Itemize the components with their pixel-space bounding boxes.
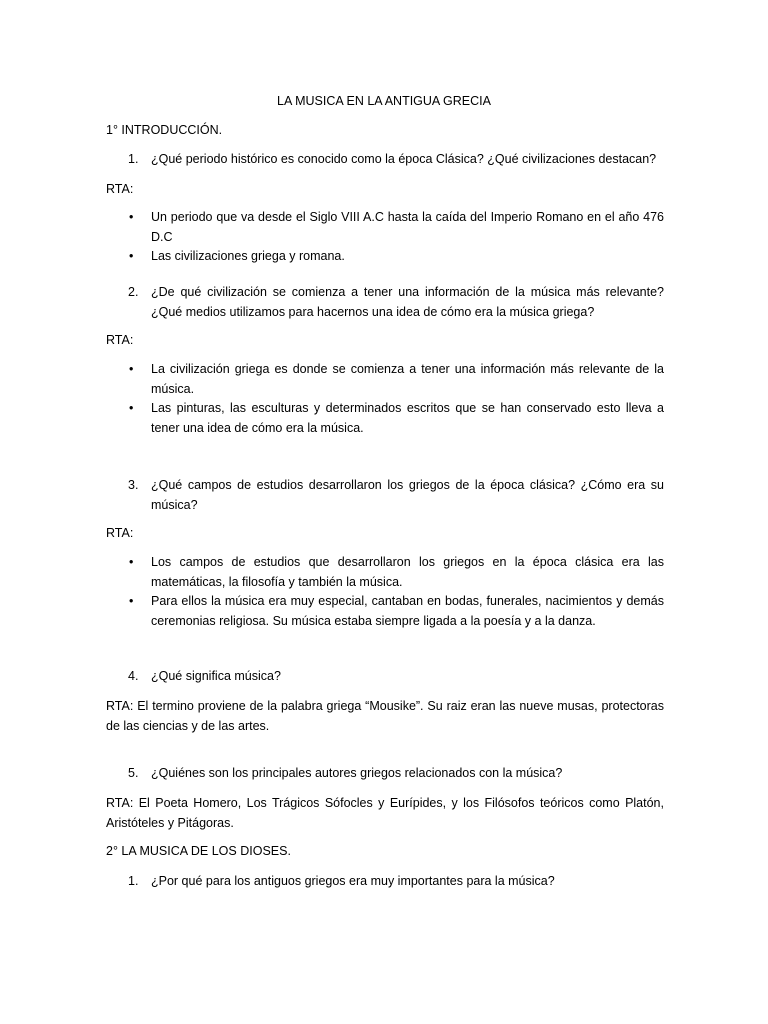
list-item-text: Un periodo que va desde el Siglo VIII A.C hasta la caída del Imperio Romano en el año 476 D.C — [151, 210, 664, 244]
bullet-icon: • — [129, 401, 134, 415]
list-item-text: Las pinturas, las esculturas y determinados escritos que se han conservado esto lleva a tener una idea de cómo era la música. — [151, 401, 664, 435]
question-number: 5. — [128, 766, 139, 780]
list-item — [128, 553, 664, 592]
question-text: ¿Por qué para los antiguos griegos era muy importantes para la música? — [151, 874, 555, 888]
bullet-icon: • — [129, 594, 134, 608]
list-item — [128, 592, 664, 631]
question-number: 1. — [128, 874, 139, 888]
question-text: ¿Quiénes son los principales autores griegos relacionados con la música? — [151, 766, 563, 780]
list-item-text: Para ellos la música era muy especial, cantaban en bodas, funerales, nacimientos y demás ceremonias religiosa. Su música estaba siempre ligada a la poesía y a la danza. — [151, 594, 664, 628]
question-3 — [128, 476, 664, 515]
list-item — [128, 399, 664, 438]
question-text: ¿De qué civilización se comienza a tener una información de la música más relevante? ¿Qué medios utilizamos para hacernos una idea de cómo era la música griega? — [151, 285, 664, 319]
question-number: 4. — [128, 669, 139, 683]
list-item-text: Los campos de estudios que desarrollaron los griegos en la época clásica era las matemáticas, la filosofía y también la música. — [151, 555, 664, 589]
bullet-icon: • — [129, 249, 134, 263]
rta-label: RTA: — [106, 182, 134, 196]
list-item — [128, 208, 664, 247]
question-text: ¿Qué periodo histórico es conocido como la época Clásica? ¿Qué civilizaciones destacan? — [151, 152, 657, 166]
list-item — [128, 360, 664, 399]
list-item-text: La civilización griega es donde se comienza a tener una información más relevante de la música. — [151, 362, 664, 396]
question-5 — [128, 764, 664, 784]
rta-label: RTA: — [106, 333, 134, 347]
question-2 — [128, 283, 664, 322]
question-4 — [128, 667, 664, 687]
answer-list-2 — [128, 360, 664, 438]
rta-label: RTA: — [106, 526, 134, 540]
bullet-icon: • — [129, 210, 134, 224]
answer-list-3 — [128, 553, 664, 631]
question-number: 2. — [128, 285, 139, 299]
section-heading-introduccion: 1° INTRODUCCIÓN. — [106, 123, 223, 137]
bullet-icon: • — [129, 362, 134, 376]
question-text: ¿Qué significa música? — [151, 669, 281, 683]
section2-question-1 — [128, 872, 664, 892]
answer-list-1 — [128, 208, 664, 267]
question-number: 1. — [128, 152, 139, 166]
question-number: 3. — [128, 478, 139, 492]
list-item-text: Las civilizaciones griega y romana. — [151, 249, 345, 263]
answer-paragraph-4: RTA: El termino proviene de la palabra griega “Mousike”. Su raiz eran las nueve musas, protectoras de las ciencias y de las artes. — [106, 699, 664, 733]
bullet-icon: • — [129, 555, 134, 569]
question-1 — [128, 150, 664, 170]
answer-paragraph-5: RTA: El Poeta Homero, Los Trágicos Sófocles y Eurípides, y los Filósofos teóricos como Platón, Aristóteles y Pitágoras. — [106, 796, 664, 830]
question-text: ¿Qué campos de estudios desarrollaron los griegos de la época clásica? ¿Cómo era su música? — [151, 478, 664, 512]
section-heading-musica-dioses: 2° LA MUSICA DE LOS DIOSES. — [106, 844, 291, 858]
document-title: LA MUSICA EN LA ANTIGUA GRECIA — [277, 94, 491, 108]
list-item — [128, 247, 664, 267]
